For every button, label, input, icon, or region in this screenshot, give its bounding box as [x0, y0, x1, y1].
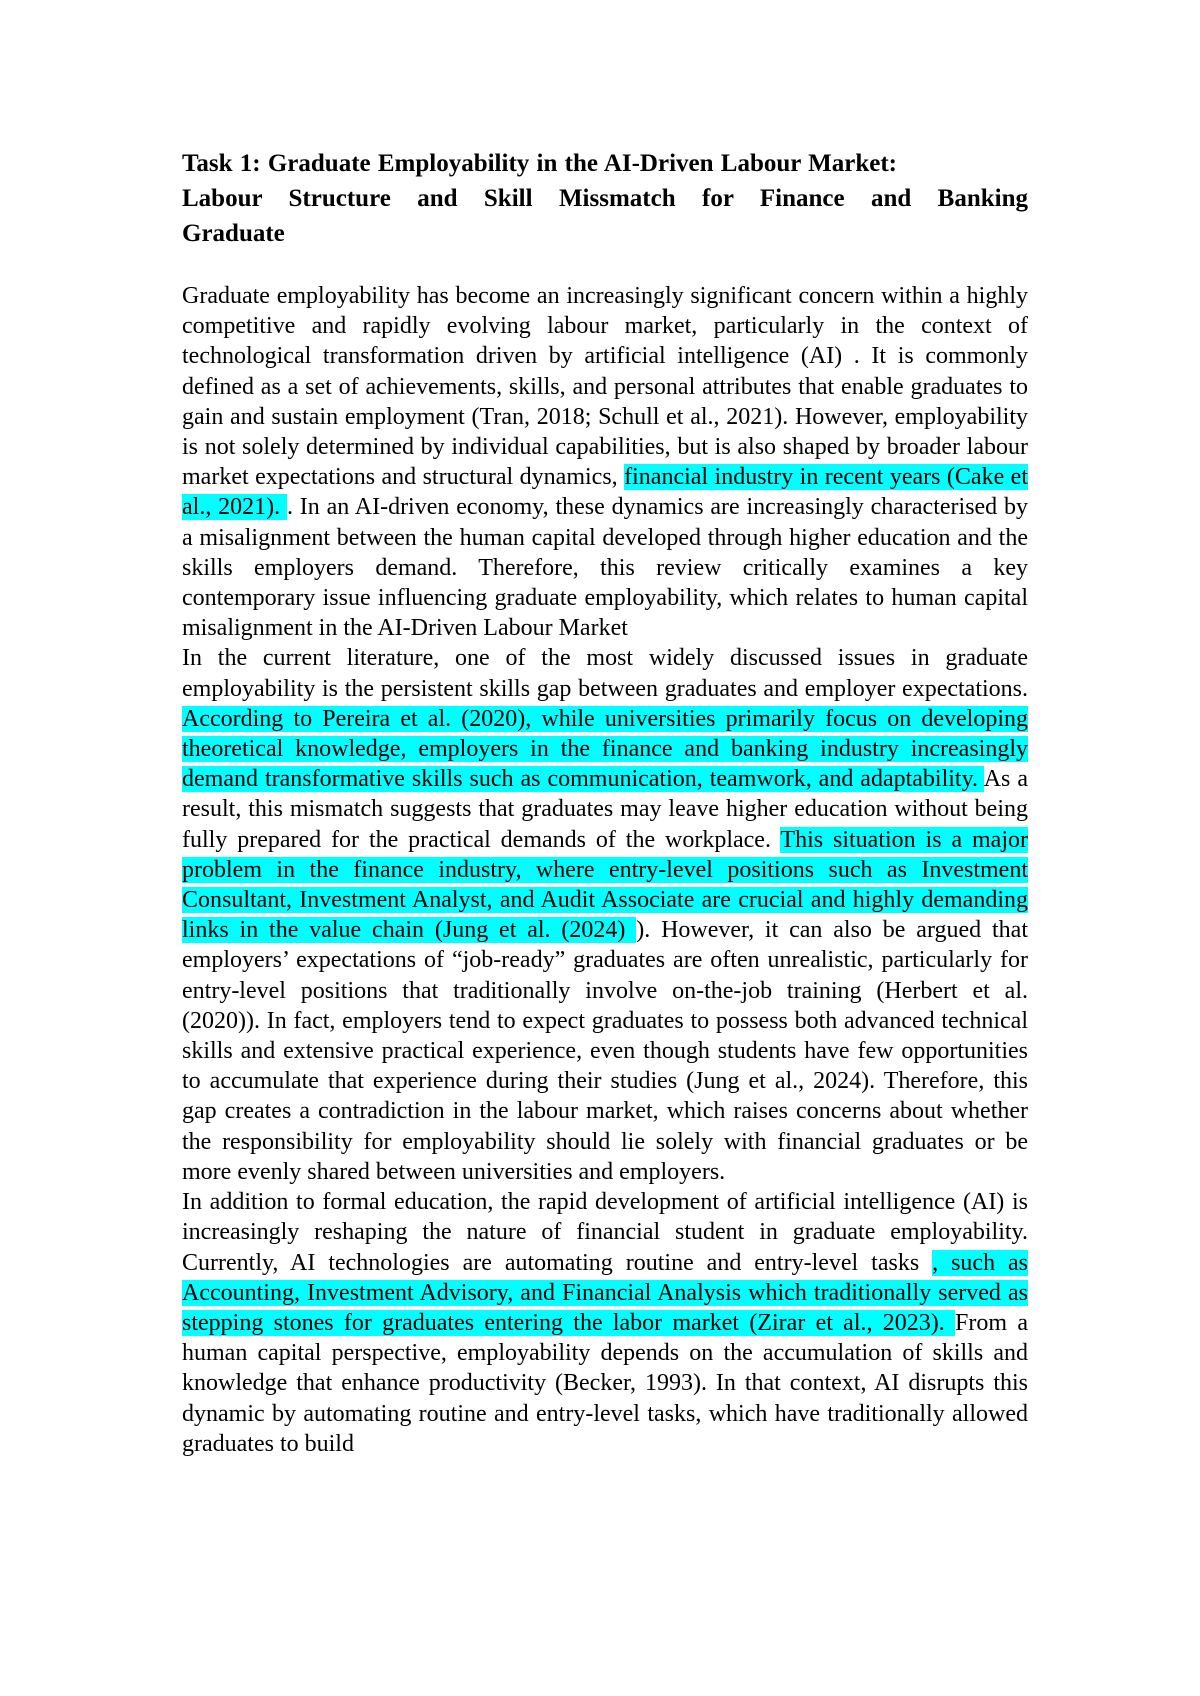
text-run: ). However, it can also be argued that employers’ expectations of “job-ready” graduates are often unrealistic, particularly for entry-level positions that traditionally involve on-the-job training (Herbert et al. (2020)). In fact, employers tend to expect graduates to possess both advanced technical skills and extensive practical experience, even though students have few opportunities to accumulate that experience during their studies (Jung et al., 2024). Therefore, this gap creates a contradiction in the labour market, which raises concerns about whether the responsibility for employability should lie solely with financial graduates or be more evenly shared between universities and employers. [182, 917, 1028, 1185]
paragraph-ai-automation [182, 1187, 1028, 1459]
document-page [182, 146, 1028, 1459]
highlighted-text: According to Pereira et al. (2020), while universities primarily focus on developing theoretical knowledge, employers in the finance and banking industry increasingly demand transformative skills such as communication, teamwork, and adaptability. [182, 705, 1028, 793]
title-line-3: Graduate [182, 220, 285, 247]
highlighted-text: financial industry in recent years (Cake et al., 2021). [182, 464, 1029, 521]
document-title [182, 146, 1028, 251]
paragraph-intro [182, 281, 1028, 643]
text-run: In addition to formal education, the rapid development of artificial intelligence (AI) is increasingly reshaping the nature of financial student in graduate employability. Currently, AI technologies are automating routine and entry-level tasks [182, 1189, 1028, 1276]
text-run: As a result, this mismatch suggests that graduates may leave higher education without being fully prepared for the practical demands of the workplace. [182, 766, 1029, 853]
highlighted-text: This situation is a major problem in the finance industry, where entry-level positions such as Investment Consultant, Investment Analyst, and Audit Associate are crucial and highly demanding links in the value chain (Jung et al. (2024) [182, 826, 1028, 944]
highlighted-text: , such as Accounting, Investment Advisory, and Financial Analysis which traditionally served as stepping stones for graduates entering the labor market (Zirar et al., 2023). [182, 1249, 1029, 1336]
title-line-2: Labour Structure and Skill Missmatch for Finance and Banking [182, 185, 1028, 212]
text-run: From a human capital perspective, employability depends on the accumulation of skills and knowledge that enhance productivity (Becker, 1993). In that context, AI disrupts this dynamic by automating routine and entry-level tasks, which have traditionally allowed graduates to build [182, 1309, 1028, 1457]
text-run: Graduate employability has become an increasingly significant concern within a highly competitive and rapidly evolving labour market, particularly in the context of technological transformation driven by artificial intelligence (AI) . It is commonly defined as a set of achievements, skills, and personal attributes that enable graduates to gain and sustain employment (Tran, 2018; Schull et al., 2021). However, employability is not solely determined by individual capabilities, but is also shaped by broader labour market expectations and structural dynamics, [182, 283, 1028, 491]
text-run: . In an AI-driven economy, these dynamics are increasingly characterised by a misalignment between the human capital developed through higher education and the skills employers demand. Therefore, this review critically examines a key contemporary issue influencing graduate employability, which relates to human capital misalignment in the AI-Driven Labour Market [182, 494, 1029, 642]
paragraph-skills-gap [182, 643, 1028, 1187]
text-run: In the current literature, one of the most widely discussed issues in graduate employability is the persistent skills gap between graduates and employer expectations. [182, 645, 1028, 702]
title-line-1: Task 1: Graduate Employability in the AI-Driven Labour Market: [182, 150, 897, 177]
